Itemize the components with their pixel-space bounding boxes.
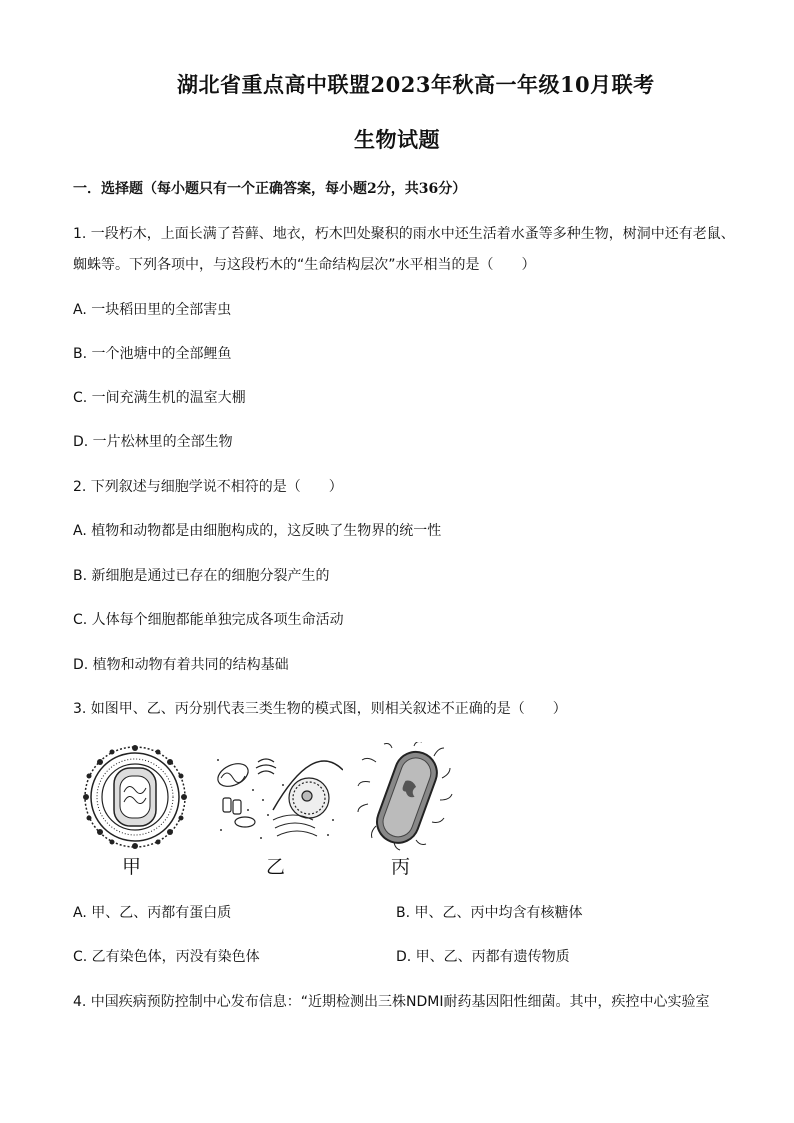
page-title: 湖北省重点高中联盟2023年秋高一年级10月联考: [177, 72, 655, 97]
eukaryotic-cell-illustration: [213, 750, 343, 845]
question-4-line-1: 4. 中国疾病预防控制中心发布信息：“近期检测出三株NDMI耐药基因阳性细菌。其中，疾控中心实验室: [73, 994, 710, 1010]
question-1-option-c: C. 一间充满生机的温室大棚: [73, 390, 246, 406]
question-3-option-c: C. 乙有染色体，丙没有染色体: [73, 949, 260, 965]
question-3-line-1: 3. 如图甲、乙、丙分别代表三类生物的模式图，则相关叙述不正确的是（ ）: [73, 701, 567, 717]
page-subtitle: 生物试题: [354, 127, 440, 152]
question-1-option-d: D. 一片松林里的全部生物: [73, 434, 233, 450]
figure-caption-bing: 丙: [391, 856, 411, 878]
figure-caption-jia: 甲: [122, 856, 142, 878]
question-2-option-d: D. 植物和动物有着共同的结构基础: [73, 657, 289, 673]
question-2-option-a: A. 植物和动物都是由细胞构成的，这反映了生物界的统一性: [73, 523, 442, 539]
question-1-option-a: A. 一块稻田里的全部害虫: [73, 302, 232, 318]
figure-caption-yi: 乙: [266, 856, 286, 878]
question-2-option-b: B. 新细胞是通过已存在的细胞分裂产生的: [73, 568, 330, 584]
question-1-line-1: 1. 一段朽木，上面长满了苔藓、地衣，朽木凹处聚积的雨水中还生活着水蚤等多种生物，树洞中还有老鼠、: [73, 226, 735, 242]
question-2-option-c: C. 人体每个细胞都能单独完成各项生命活动: [73, 612, 344, 628]
question-3-option-b: B. 甲、乙、丙中均含有核糖体: [396, 905, 583, 921]
virus-illustration: [72, 744, 200, 854]
question-1-line-2: 蜘蛛等。下列各项中，与这段朽木的“生命结构层次”水平相当的是（ ）: [73, 257, 536, 273]
question-3-option-d: D. 甲、乙、丙都有遗传物质: [396, 949, 570, 965]
question-3-option-a: A. 甲、乙、丙都有蛋白质: [73, 905, 232, 921]
section-heading: 一．选择题（每小题只有一个正确答案，每小题2分，共36分）: [73, 181, 467, 197]
bacterium-illustration: [356, 742, 456, 852]
question-1-option-b: B. 一个池塘中的全部鲤鱼: [73, 346, 232, 362]
question-2-line-1: 2. 下列叙述与细胞学说不相符的是（ ）: [73, 479, 343, 495]
